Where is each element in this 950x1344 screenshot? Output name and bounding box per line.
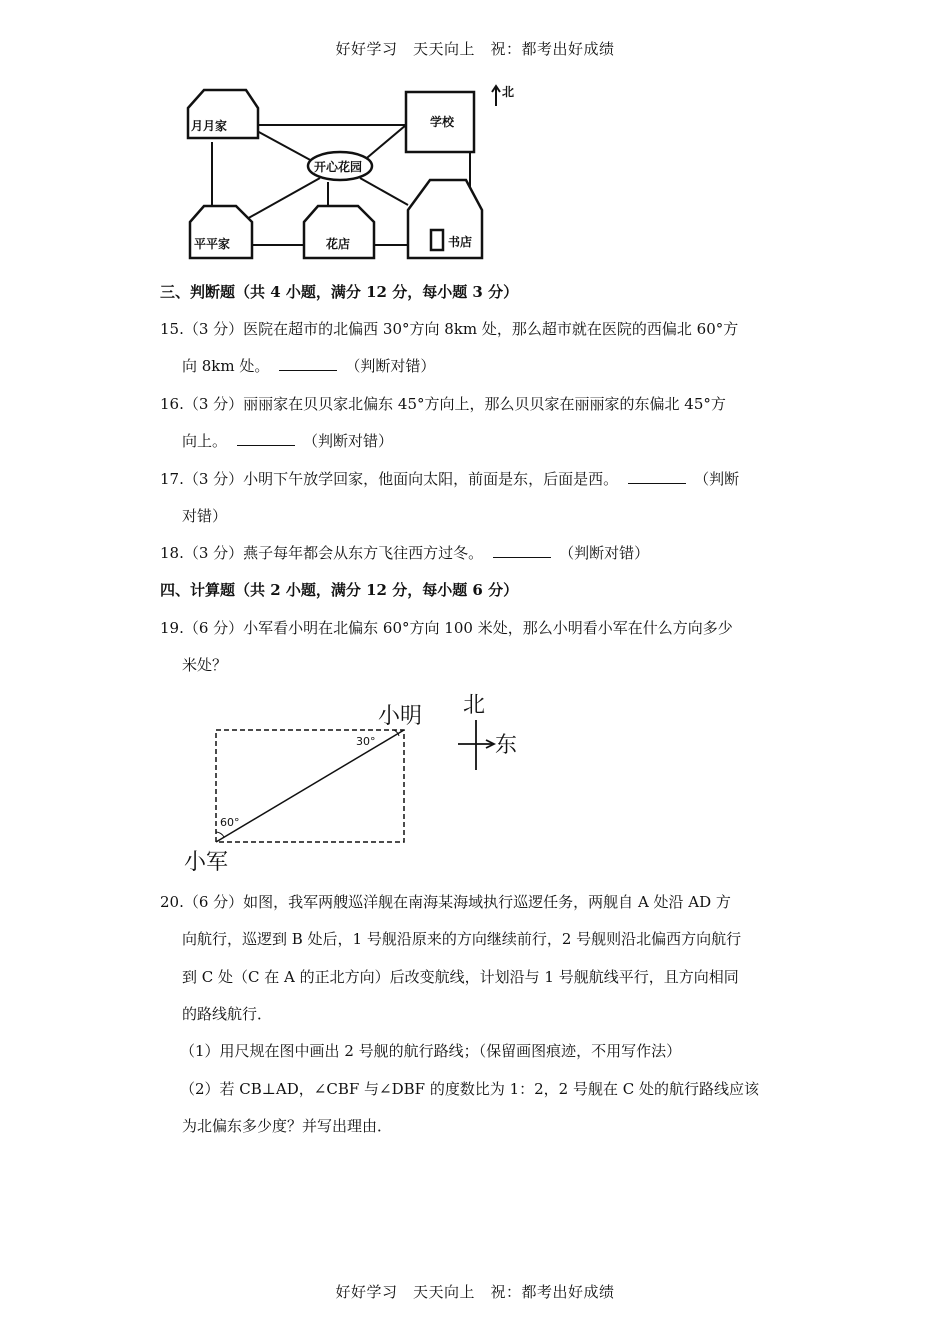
section-3-title: 三、判断题（共 4 小题，满分 12 分，每小题 3 分） [160, 283, 519, 301]
q20-part-2-line-2: 为北偏东多少度？并写出理由． [182, 1117, 393, 1135]
map-flower-shop-label: 花店 [326, 237, 351, 251]
q18-hint: （判断对错） [559, 544, 650, 562]
q20-line-2: 向航行，巡逻到 B 处后，1 号舰沿原来的方向继续前行，2 号舰则沿北偏西方向航行 [182, 930, 742, 948]
map-north-label: 北 [502, 85, 515, 99]
east-label: 东 [495, 733, 518, 758]
q16-line-1: 16.（3 分）丽丽家在贝贝家北偏东 45°方向上，那么贝贝家在丽丽家的东偏北 45°方 [160, 395, 726, 413]
q20-part-1: （1）用尺规在图中画出 2 号舰的航行路线；（保留画图痕迹，不用写作法） [180, 1042, 682, 1060]
q18-line-1 [160, 542, 649, 563]
q19-line-1: 19.（6 分）小军看小明在北偏东 60°方向 100 米处，那么小明看小军在什么方向多少 [160, 619, 733, 637]
q20-line-1: 20.（6 分）如图，我军两艘巡洋舰在南海某海域执行巡逻任务，两舰自 A 处沿 AD 方 [160, 893, 731, 911]
q15-line-1: 15.（3 分）医院在超市的北偏西 30°方向 8km 处，那么超市就在医院的西偏北 60°方 [160, 320, 739, 338]
map-figure [180, 80, 520, 265]
xiaojun-label: 小军 [184, 850, 229, 875]
q20-line-4: 的路线航行． [182, 1005, 273, 1023]
q18-text: 18.（3 分）燕子每年都会从东方飞往西方过冬。 [160, 544, 484, 562]
page-footer: 好好学习 天天向上 祝：都考出好成绩 [335, 1283, 615, 1301]
map-bookstore-label: 书店 [448, 235, 473, 249]
section-4-title: 四、计算题（共 2 小题，满分 12 分，每小题 6 分） [160, 581, 519, 599]
q20-line-3: 到 C 处（C 在 A 的正北方向）后改变航线，计划沿与 1 号舰航线平行，且方向相同 [182, 968, 739, 986]
q17-text: 17.（3 分）小明下午放学回家，他面向太阳，前面是东，后面是西。 [160, 470, 619, 488]
q18-answer-blank[interactable] [493, 544, 551, 558]
q17-hint: （判断 [694, 470, 740, 488]
q15-line-2 [182, 355, 435, 376]
north-label: 北 [463, 693, 486, 718]
q15-text: 向 8km 处。 [182, 357, 270, 375]
q16-answer-blank[interactable] [237, 432, 295, 446]
direction-figure [180, 686, 530, 878]
map-school-label: 学校 [430, 115, 455, 129]
q15-hint: （判断对错） [345, 357, 436, 375]
q16-hint: （判断对错） [303, 432, 394, 450]
q20-part-2-line-1: （2）若 CB⊥AD，∠CBF 与∠DBF 的度数比为 1：2，2 号舰在 C 处的航行路线应该 [180, 1080, 759, 1098]
map-garden-label: 开心花园 [314, 160, 363, 174]
map-yueyue-home-label: 月月家 [191, 119, 228, 133]
q17-answer-blank[interactable] [628, 470, 686, 484]
angle-60-label: 60° [220, 816, 240, 829]
connecting-line [216, 730, 404, 842]
q17-line-2: 对错） [182, 507, 228, 525]
xiaoming-label: 小明 [378, 704, 423, 729]
q19-line-2: 米处？ [182, 656, 228, 674]
q15-answer-blank[interactable] [279, 357, 337, 371]
map-pingping-home-label: 平平家 [194, 237, 231, 251]
q16-line-2 [182, 430, 393, 451]
page-header: 好好学习 天天向上 祝：都考出好成绩 [335, 40, 615, 58]
q17-line-1 [160, 468, 739, 489]
q16-text: 向上。 [182, 432, 228, 450]
angle-30-label: 30° [356, 735, 376, 748]
